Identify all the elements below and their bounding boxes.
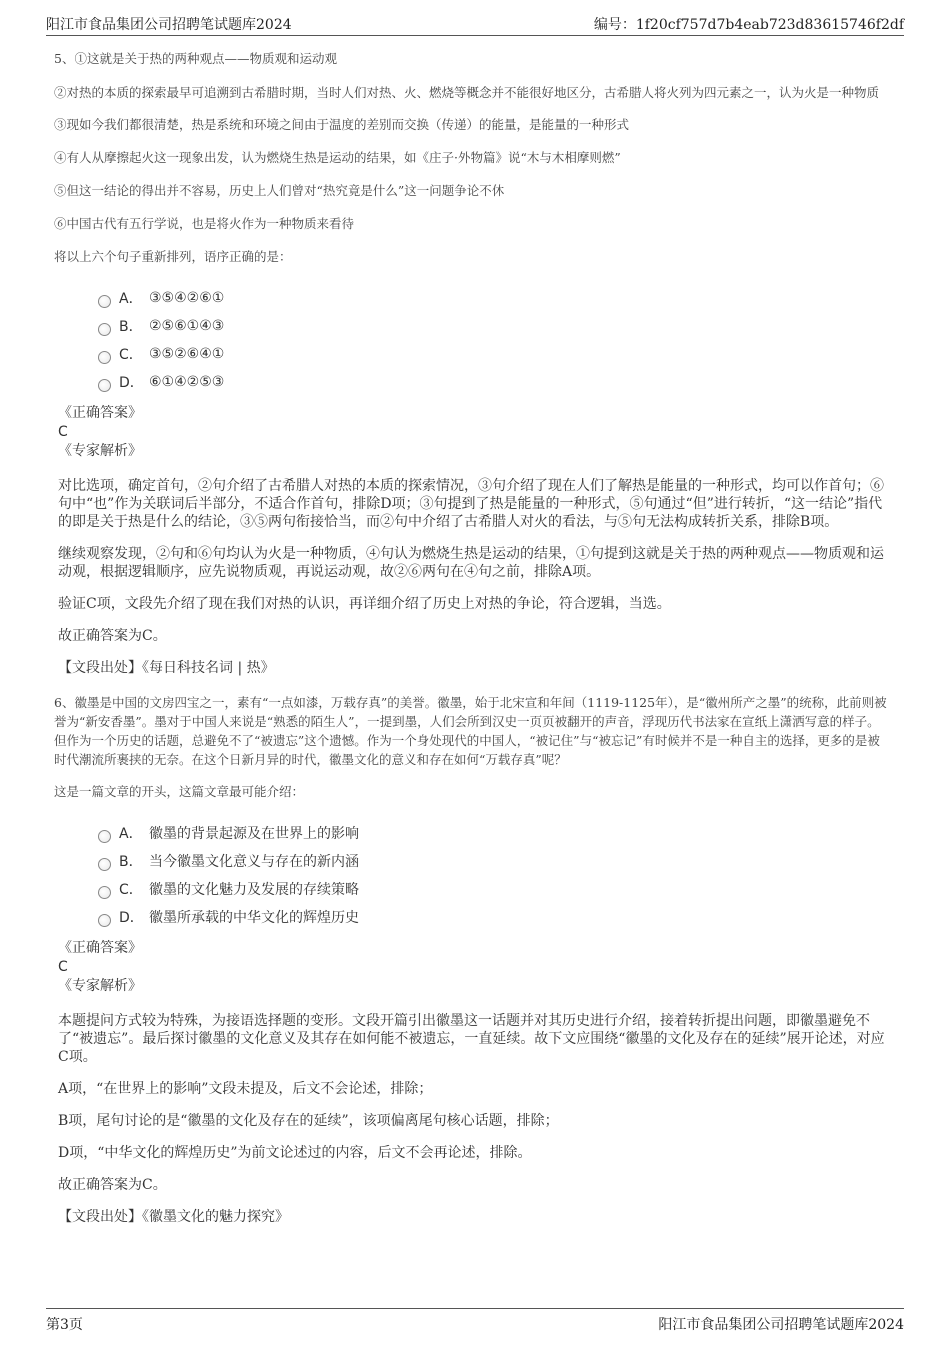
q5-sentence-5: ⑤但这一结论的得出并不容易，历史上人们曾对“热究竟是什么”这一问题争论不休	[54, 183, 505, 198]
option-text: 徽墨所承载的中华文化的辉煌历史	[149, 910, 359, 926]
q6-explanation-1: 本题提问方式较为特殊，为接语选择题的变形。文段开篇引出徽墨这一话题并对其历史进行介绍，接着转折提出问题，即徽墨避免不了“被遗忘”。最后探讨徽墨的文化意义及其存在如何能不被遗忘，一直延续。故下文应围绕“徽墨的文化及存在的延续”展开论述，对应C项。	[58, 1013, 885, 1065]
radio-icon[interactable]	[98, 295, 111, 308]
radio-icon[interactable]	[98, 830, 111, 843]
option-letter: C．	[119, 882, 143, 898]
option-letter: A．	[119, 826, 143, 842]
option-text: ②⑤⑥①④③	[149, 318, 225, 334]
q5-sentence-3: ③现如今我们都很清楚，热是系统和环境之间由于温度的差别而交换（传递）的能量，是能量的一种形式	[54, 117, 630, 132]
q5-answer-label: 《正确答案》	[58, 405, 142, 421]
option-text: 当今徽墨文化意义与存在的新内涵	[149, 854, 359, 870]
page-content	[54, 50, 890, 1242]
page-number: 第3页	[46, 1317, 83, 1333]
option-text: 徽墨的背景起源及在世界上的影响	[149, 826, 359, 842]
option-letter: C．	[119, 347, 143, 363]
q6-option-c[interactable]	[98, 875, 890, 903]
q6-option-a[interactable]	[98, 819, 890, 847]
option-letter: B．	[119, 319, 143, 335]
q5-explanation-2: 继续观察发现，②句和⑥句均认为火是一种物质，④句认为燃烧生热是运动的结果，①句提到这就是关于热的两种观点——物质观和运动观，根据逻辑顺序，应先说物质观，再说运动观，故②⑥两句在④句之前，排除A项。	[58, 546, 884, 580]
option-letter: D．	[119, 375, 144, 391]
option-text: ③⑤②⑥④①	[149, 346, 225, 362]
radio-icon[interactable]	[98, 858, 111, 871]
header-title: 阳江市食品集团公司招聘笔试题库2024	[46, 17, 292, 33]
q5-option-d[interactable]	[98, 368, 890, 396]
q6-answer: C	[58, 959, 68, 975]
radio-icon[interactable]	[98, 323, 111, 336]
radio-icon[interactable]	[98, 379, 111, 392]
question-6	[54, 693, 890, 1226]
option-letter: D．	[119, 910, 144, 926]
q6-option-b[interactable]	[98, 847, 890, 875]
q6-passage: 6、徽墨是中国的文房四宝之一，素有“一点如漆，万载存真”的美誉。徽墨，始于北宋宣和年间（1119-1125年），是“徽州所产之墨”的统称，此前则被誉为“新安香墨”。墨对于中国人来说是“熟悉的陌生人”，一提到墨，人们会所到汉史一页页被翻开的声音，浮现历代书法家在宣纸上潇洒写意的样子。但作为一个历史的话题，总避免不了“被遗忘”这个遗憾。作为一个身处现代的中国人，“被记住”与“被忘记”有时候并不是一种自主的选择，更多的是被时代潮流所裹挟的无奈。在这个日新月异的时代，徽墨文化的意义和存在如何“万载存真”呢？	[54, 695, 887, 767]
option-letter: B．	[119, 854, 143, 870]
q5-explanation-4: 故正确答案为C。	[58, 628, 167, 644]
q5-source: 【文段出处】《每日科技名词 | 热》	[58, 660, 275, 676]
q5-prompt: 将以上六个句子重新排列，语序正确的是：	[54, 249, 292, 264]
q5-option-a[interactable]	[98, 284, 890, 312]
q6-explanation-5: 故正确答案为C。	[58, 1177, 167, 1193]
q5-sentence-4: ④有人从摩擦起火这一现象出发，认为燃烧生热是运动的结果，如《庄子·外物篇》说“木与木相摩则燃”	[54, 150, 621, 165]
document-id: 编号：1f20cf757d7b4eab723d83615746f2df	[593, 17, 904, 33]
radio-icon[interactable]	[98, 351, 111, 364]
q6-prompt: 这是一篇文章的开头，这篇文章最可能介绍：	[54, 784, 305, 799]
question-5	[54, 50, 890, 677]
radio-icon[interactable]	[98, 914, 111, 927]
q5-options	[98, 284, 890, 396]
q6-option-d[interactable]	[98, 903, 890, 931]
q6-explanation-label: 《专家解析》	[58, 978, 142, 994]
q5-answer: C	[58, 424, 68, 440]
page-footer	[46, 1308, 904, 1332]
option-letter: A．	[119, 291, 143, 307]
radio-icon[interactable]	[98, 886, 111, 899]
q6-explanation-2: A项，“在世界上的影响”文段未提及，后文不会论述，排除；	[58, 1081, 433, 1097]
q5-sentence-6: ⑥中国古代有五行学说，也是将火作为一种物质来看待	[54, 216, 355, 231]
q5-explanation-label: 《专家解析》	[58, 443, 142, 459]
q5-explanation-1: 对比选项，确定首句，②句介绍了古希腊人对热的本质的探索情况，③句介绍了现在人们了解热是能量的一种形式，均可以作首句；⑥句中“也”作为关联词后半部分，不适合作首句，排除D项；③句提到了热是能量的一种形式，⑤句通过“但”进行转折，“这一结论”指代的即是关于热是什么的结论，③⑤两句衔接恰当，而②句中介绍了古希腊人对火的看法，与⑤句无法构成转折关系，排除B项。	[58, 478, 884, 530]
q5-sentence-1: 5、①这就是关于热的两种观点——物质观和运动观	[54, 51, 337, 66]
option-text: ③⑤④②⑥①	[149, 290, 225, 306]
q6-options	[98, 819, 890, 931]
q5-option-c[interactable]	[98, 340, 890, 368]
option-text: 徽墨的文化魅力及发展的存续策略	[149, 882, 359, 898]
q6-explanation-4: D项，“中华文化的辉煌历史”为前文论述过的内容，后文不会再论述，排除。	[58, 1145, 532, 1161]
q5-sentence-2: ②对热的本质的探索最早可追溯到古希腊时期，当时人们对热、火、燃烧等概念并不能很好地区分，古希腊人将火列为四元素之一，认为火是一种物质	[54, 85, 880, 100]
q5-option-b[interactable]	[98, 312, 890, 340]
footer-title: 阳江市食品集团公司招聘笔试题库2024	[658, 1317, 904, 1333]
option-text: ⑥①④②⑤③	[149, 374, 225, 390]
q6-source: 【文段出处】《徽墨文化的魅力探究》	[58, 1209, 289, 1225]
page-header	[46, 12, 904, 36]
q5-explanation-3: 验证C项，文段先介绍了现在我们对热的认识，再详细介绍了历史上对热的争论，符合逻辑，当选。	[58, 596, 671, 612]
q6-answer-label: 《正确答案》	[58, 940, 142, 956]
q6-explanation-3: B项，尾句讨论的是“徽墨的文化及存在的延续”，该项偏离尾句核心话题，排除；	[58, 1113, 559, 1129]
